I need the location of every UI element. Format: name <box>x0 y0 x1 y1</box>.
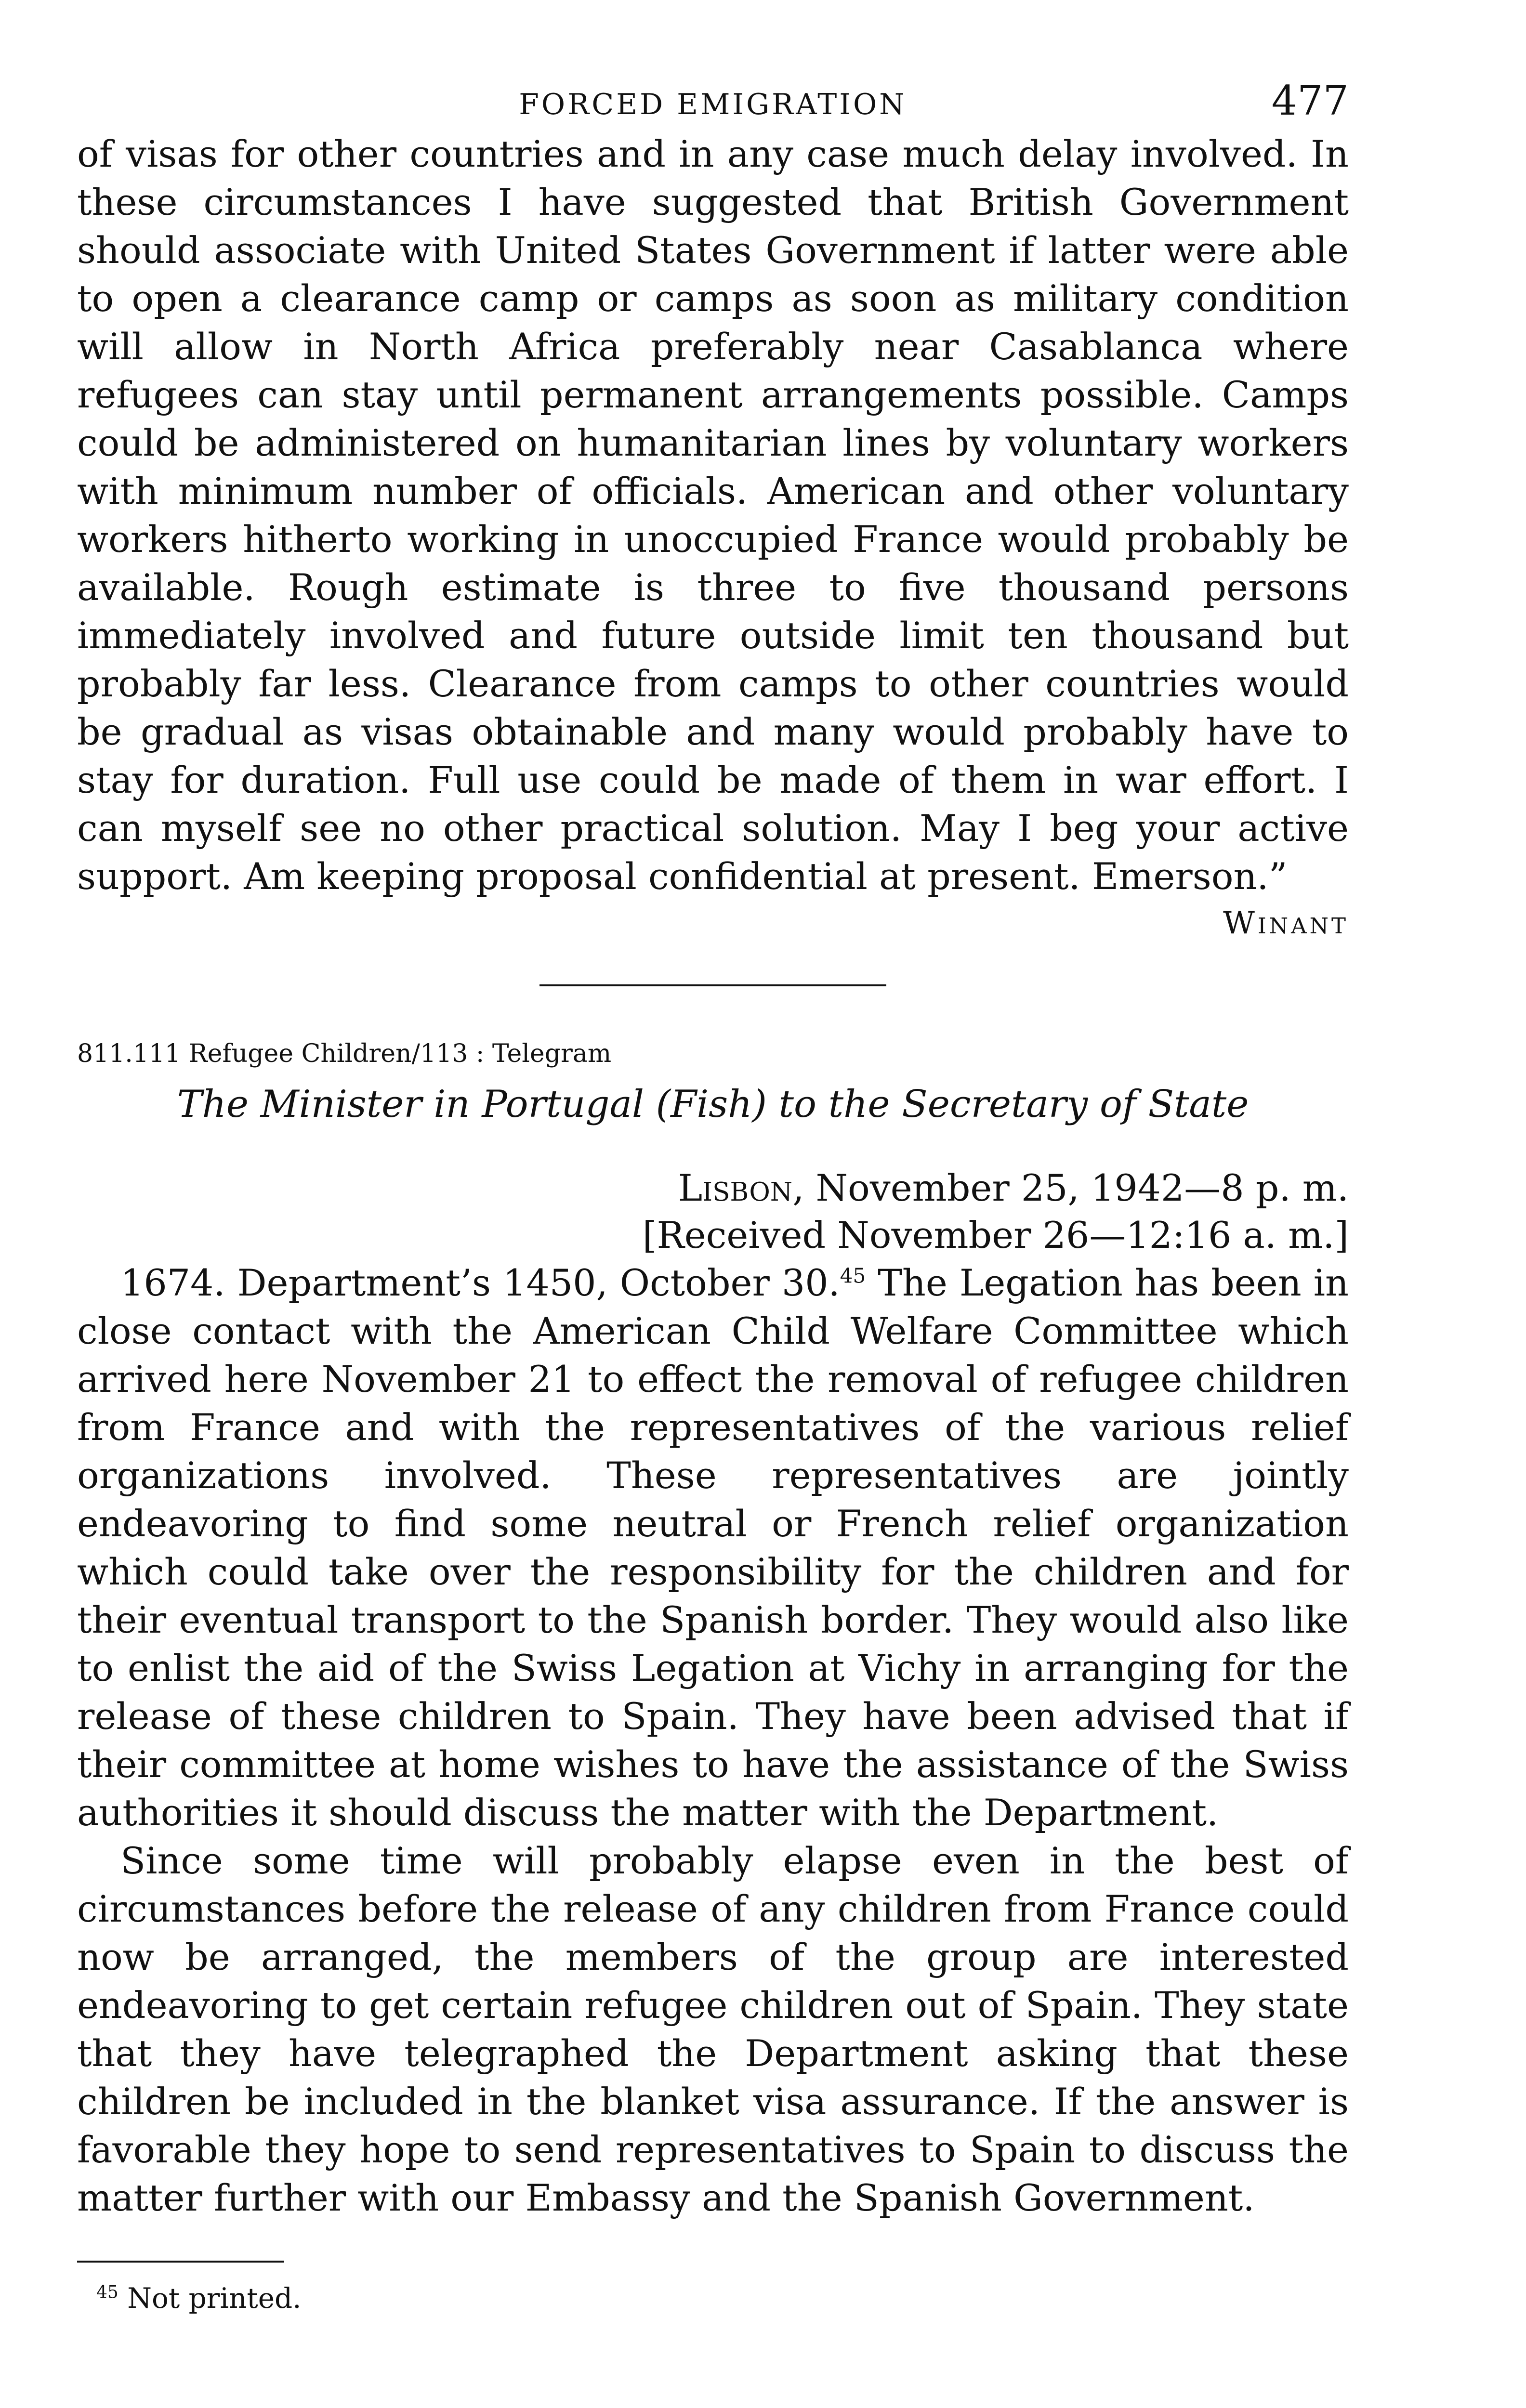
footnote <box>77 2282 1349 2315</box>
dateline-date: , November 25, 1942—8 p. m. <box>792 1166 1349 1209</box>
received-line: [Received November 26—12:16 a. m.] <box>642 1214 1349 1256</box>
previous-document-text: of visas for other countries and in any case much delay involved. In these circumstances I have suggested that British Government should associate with United States Government if latter were able to open a clearance camp or camps as soon as military condition will allow in North Africa preferably near Casablanca where refugees can stay until permanent arrangements possible. Camps could be administered on humanitarian lines by voluntary workers with minimum number of officials. American and other voluntary workers hitherto working in unoccupied France would probably be available. Rough estimate is three to five thousand persons immediately involved and future outside limit ten thousand but probably far less. Clearance from camps to other countries would be gradual as visas obtainable and many would probably have to stay for duration. Full use could be made of them in war effort. I can myself see no other practical solution. May I beg your active support. Am keeping proposal confidential at present. Emerson.” <box>77 132 1349 898</box>
dateline <box>77 1165 1349 1212</box>
running-header <box>77 77 1349 130</box>
file-reference: 811.111 Refugee Children/113 : Telegram <box>77 1039 612 1068</box>
signature: Winant <box>1223 905 1349 941</box>
body-paragraph-2: Since some time will probably elapse even in the best of circumstances before the release of any children from France could now be arranged, the members of the group are interested endeavoring to get certain refugee children out of Spain. They state that they have telegraphed the Department asking that these children be included in the blanket visa assurance. If the answer is favorable they hope to send representatives to Spain to discuss the matter further with our Embassy and the Spanish Government. <box>77 1839 1349 2219</box>
document-page <box>77 77 1349 2315</box>
footnote-marker: 45 <box>96 2282 118 2303</box>
section-divider <box>539 984 886 986</box>
paragraph-1-start: 1674. Department’s 1450, October 30. <box>120 1261 840 1304</box>
footnote-text: Not printed. <box>127 2282 302 2315</box>
footnote-reference: 45 <box>840 1264 866 1288</box>
page-number: 477 <box>1271 77 1349 124</box>
footnote-rule <box>77 2261 284 2263</box>
running-title: FORCED EMIGRATION <box>519 88 907 121</box>
paragraph-1-rest: The Legation has been in close contact with the American Child Welfare Committee which arrived here November 21 to effect the removal of refugee children from France and with the representatives of the various relief organizations involved. These representatives are jointly endeavoring to find some neutral or French relief organization which could take over the responsibility for the children and for their eventual transport to the Spanish border. They would also like to enlist the aid of the Swiss Legation at Vichy in arranging for the release of these children to Spain. They have been advised that if their committee at home wishes to have the assistance of the Swiss authorities it should discuss the matter with the Department. <box>77 1261 1349 1834</box>
body-paragraph-1 <box>77 1259 1349 1837</box>
document-title: The Minister in Portugal (Fish) to the Secretary of State <box>177 1083 1249 1126</box>
dateline-place: Lisbon <box>678 1166 793 1209</box>
